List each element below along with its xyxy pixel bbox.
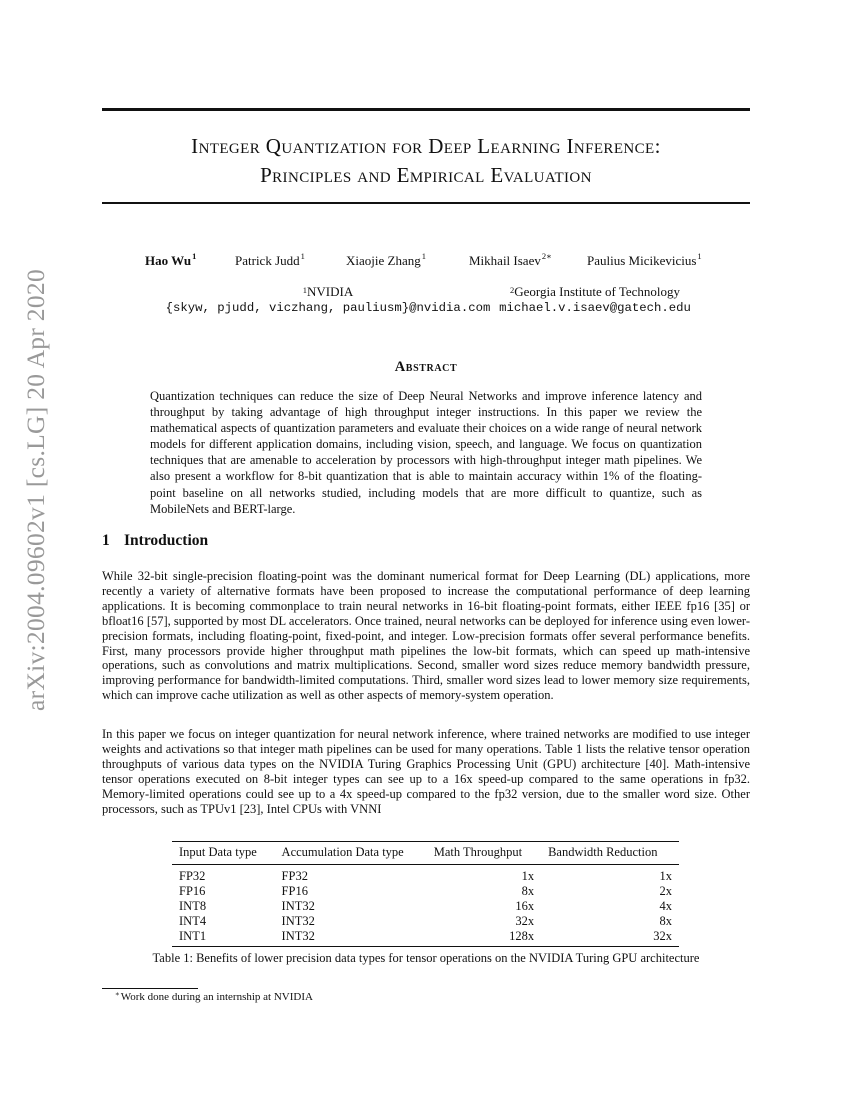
table-cell: 4x <box>659 899 672 913</box>
table-header-cell: Accumulation Data type <box>275 842 427 865</box>
table-cell: 8x <box>659 914 672 928</box>
affiliation-mark: 2∗ <box>541 251 552 261</box>
affiliation-mark: 2 <box>509 285 515 295</box>
table-cell: FP16 <box>281 884 308 898</box>
author-name: Xiaojie Zhang <box>346 253 421 268</box>
table-cell: 8x <box>521 884 535 898</box>
table-cell: 128x <box>427 929 541 947</box>
table-cell: INT32 <box>275 929 427 947</box>
table-caption: Table 1: Benefits of lower precision data types for tensor operations on the NVIDIA Turing GPU architecture <box>152 951 700 965</box>
title-top-rule <box>102 108 750 111</box>
author-paulius-micikevicius <box>587 253 702 269</box>
affiliation-georgia-tech <box>495 284 695 316</box>
affiliation-label: Georgia Institute of Technology <box>514 284 681 299</box>
affiliation-label: NVIDIA <box>307 284 354 299</box>
table-cell: INT32 <box>281 914 315 928</box>
abstract-heading: Abstract <box>394 359 458 375</box>
author-name: Hao Wu <box>145 253 192 268</box>
table-header-cell: Input Data type <box>172 842 275 865</box>
table-cell: INT1 <box>172 929 275 947</box>
table-header-cell: Math Throughput <box>427 842 541 865</box>
table-cell: 32x <box>515 914 535 928</box>
author-xiaojie-zhang <box>346 253 426 269</box>
author-hao-wu <box>145 253 196 269</box>
table-cell: INT32 <box>281 899 315 913</box>
author-name: Paulius Micikevicius <box>587 253 697 268</box>
affiliation-mark: 1 <box>421 251 426 261</box>
table-cell: INT4 <box>179 914 207 928</box>
author-patrick-judd <box>235 253 305 269</box>
table-row <box>172 865 679 885</box>
table-row <box>172 899 679 914</box>
title-bottom-rule <box>102 202 750 204</box>
table-cell: FP32 <box>281 869 308 883</box>
paper-title <box>102 132 750 190</box>
abstract-text: Quantization techniques can reduce the size of Deep Neural Networks and improve inference latency and throughput by taking advantage of high throughput integer instructions. In this paper we review the mathematical aspects of quantization parameters and evaluate their choices on a wide range of neural network models for different application domains, including vision, speech, and language. We focus on quantization techniques that are amenable to acceleration by processors with high-throughput integer math pipelines. We also present a workflow for 8-bit quantization that is able to maintain accuracy within 1% of the floating-point baseline on all networks studied, including models that are more difficult to quantize, such as MobileNets and BERT-large. <box>150 389 702 516</box>
affiliation-name <box>158 284 498 300</box>
affiliation-email: {skyw, pjudd, viczhang, pauliusm}@nvidia.com <box>165 301 491 315</box>
table-header-cell: Bandwidth Reduction <box>541 842 679 865</box>
section-title: Introduction <box>124 532 209 549</box>
affiliation-email: michael.v.isaev@gatech.edu <box>499 301 691 315</box>
table-cell: FP16 <box>179 884 206 898</box>
section-heading-introduction <box>102 532 208 550</box>
arxiv-identifier-stamp <box>16 268 56 712</box>
title-line-1: Integer Quantization for Deep Learning Inference: <box>191 134 661 158</box>
affiliation-mark: 1 <box>192 251 197 261</box>
intro-paragraph-2: In this paper we focus on integer quantization for neural network inference, where trained networks are modified to use integer weights and activations so that integer math pipelines can be used for many operations. Table 1 lists the relative tensor operation throughputs of various data types on the NVIDIA Turing Graphics Processing Unit (GPU) architecture [40]. Math-intensive tensor operations executed on 8-bit integer types can see up to a 16x speed-up compared to the same operations in fp32. Memory-limited operations could see up to a 4x speed-up compared to the fp32 version, due to the smaller word size. Other processors, such as TPUv1 [23], Intel CPUs with VNNI <box>102 727 750 816</box>
author-mikhail-isaev <box>469 253 552 269</box>
intro-paragraph-1: While 32-bit single-precision floating-point was the dominant numerical format for Deep Learning (DL) applications, more recently a variety of alternative formats have been proposed to increase the computational performance of deep learning applications. It is becoming commonplace to train neural networks in 16-bit floating-point formats, either IEEE fp16 [35] or bfloat16 [57], supported by most DL accelerators. Once trained, neural networks can be deployed for inference using even lower-precision formats, including floating-point, fixed-point, and integer. Low-precision formats offer several performance benefits. First, many processors provide higher throughput math pipelines the low-bit formats, which can speed up math-intensive operations, such as convolutions and matrix multiplications. Second, smaller word sizes reduce memory bandwidth pressure, improving performance for bandwidth-limited computations. Third, smaller word sizes lead to lower memory size requirements, which can improve cache utilization as well as other aspects of memory-system operation. <box>102 569 750 703</box>
table-cell: INT8 <box>179 899 207 913</box>
affiliation-mark: 1 <box>300 251 305 261</box>
table-header-row <box>172 842 679 865</box>
affiliation-mark: 1 <box>697 251 702 261</box>
author-name: Patrick Judd <box>235 253 300 268</box>
table-cell: 16x <box>515 899 535 913</box>
footnote-mark: ∗ <box>115 990 120 998</box>
table-row <box>172 884 679 899</box>
affiliation-name <box>495 284 695 300</box>
section-number: 1 <box>102 532 110 549</box>
arxiv-identifier-text: arXiv:2004.09602v1 [cs.LG] 20 Apr 2020 <box>21 268 51 712</box>
table-cell: FP32 <box>179 869 206 883</box>
table-cell: 32x <box>541 929 679 947</box>
table-row <box>172 929 679 947</box>
table-cell: 1x <box>659 869 672 883</box>
affiliation-nvidia <box>158 284 498 316</box>
author-name: Mikhail Isaev <box>469 253 541 268</box>
footnote <box>115 991 313 1003</box>
table-row <box>172 914 679 929</box>
data-type-table <box>172 841 679 947</box>
author-list <box>102 253 750 271</box>
table-cell: 2x <box>659 884 672 898</box>
title-line-2: Principles and Empirical Evaluation <box>260 163 592 187</box>
table-cell: 1x <box>521 869 535 883</box>
footnote-text: Work done during an internship at NVIDIA <box>120 991 313 1003</box>
footnote-rule <box>102 988 198 989</box>
affiliation-mark: 1 <box>302 285 308 295</box>
